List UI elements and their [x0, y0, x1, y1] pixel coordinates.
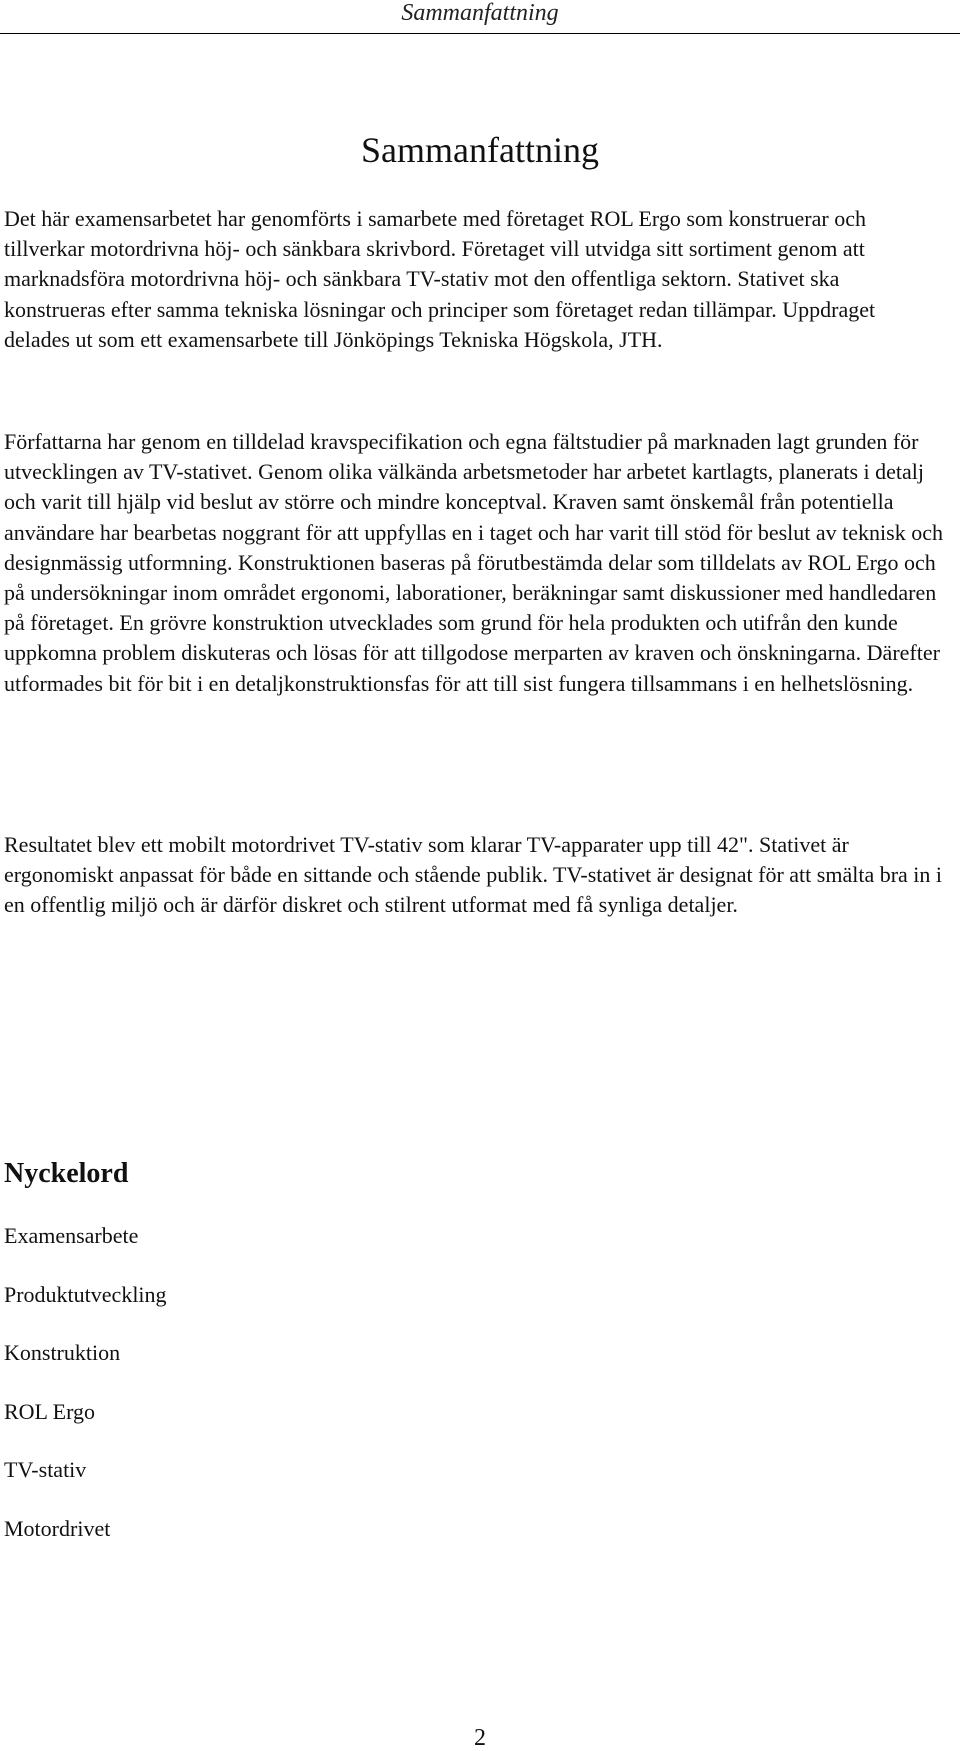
summary-paragraph-1: Det här examensarbetet har genomförts i samarbete med företaget ROL Ergo som konstruerar och tillverkar motordrivna höj- och sänkbara skrivbord. Företaget vill utvidga sitt sortiment genom att marknadsföra motordrivna höj- och sänkbara TV-stativ mot den offentliga sektorn. Stativet ska konstrueras efter samma tekniska lösningar och principer som företaget redan tillämpar. Uppdraget delades ut som ett examensarbete till Jönköpings Tekniska Högskola, JTH. [4, 206, 876, 352]
running-header [0, 0, 960, 34]
keyword-item: Motordrivet [4, 1515, 111, 1541]
summary-paragraph-2: Författarna har genom en tilldelad kravspecifikation och egna fältstudier på marknaden lagt grunden för utvecklingen av TV-stativet. Genom olika välkända arbetsmetoder har arbetet kartlagts, planerats i detalj och varit till hjälp vid beslut av större och mindre konceptval. Kraven samt önskemål från potentiella användare har bearbetas noggrant för att uppfyllas en i taget och har varit till stöd för beslut av teknisk och designmässig utformning. Konstruktionen baseras på förutbestämda delar som tilldelats av ROL Ergo och på undersökningar inom området ergonomi, laborationer, beräkningar samt diskussioner med handledaren på företaget. En grövre konstruktion utvecklades som grund för hela produkten och utifrån den kunde uppkomna problem diskuteras och lösas för att tillgodose merparten av kraven och önskningarna. Därefter utformades bit för bit i en detaljkonstruktionsfas för att till sist fungera tillsammans i en helhetslösning. [4, 429, 943, 696]
running-header-title: Sammanfattning [401, 0, 559, 26]
keyword-item: Examensarbete [4, 1223, 139, 1248]
summary-paragraph-3: Resultatet blev ett mobilt motordrivet TV-stativ som klarar TV-apparater upp till 42". Stativet är ergonomiskt anpassat för både en sittande och stående publik. TV-stativet är designat för att smälta bra in i en offentlig miljö och är därför diskret och stilrent utformat med få synliga detaljer. [4, 832, 943, 918]
page-number: 2 [474, 1725, 486, 1751]
keywords-heading: Nyckelord [4, 1158, 129, 1189]
keyword-item: Konstruktion [4, 1340, 121, 1366]
keyword-item: TV-stativ [4, 1457, 87, 1483]
keyword-list [4, 1223, 167, 1575]
keyword-item: Produktutveckling [4, 1281, 167, 1307]
keyword-item: ROL Ergo [4, 1398, 96, 1424]
page-title: Sammanfattning [361, 130, 599, 170]
